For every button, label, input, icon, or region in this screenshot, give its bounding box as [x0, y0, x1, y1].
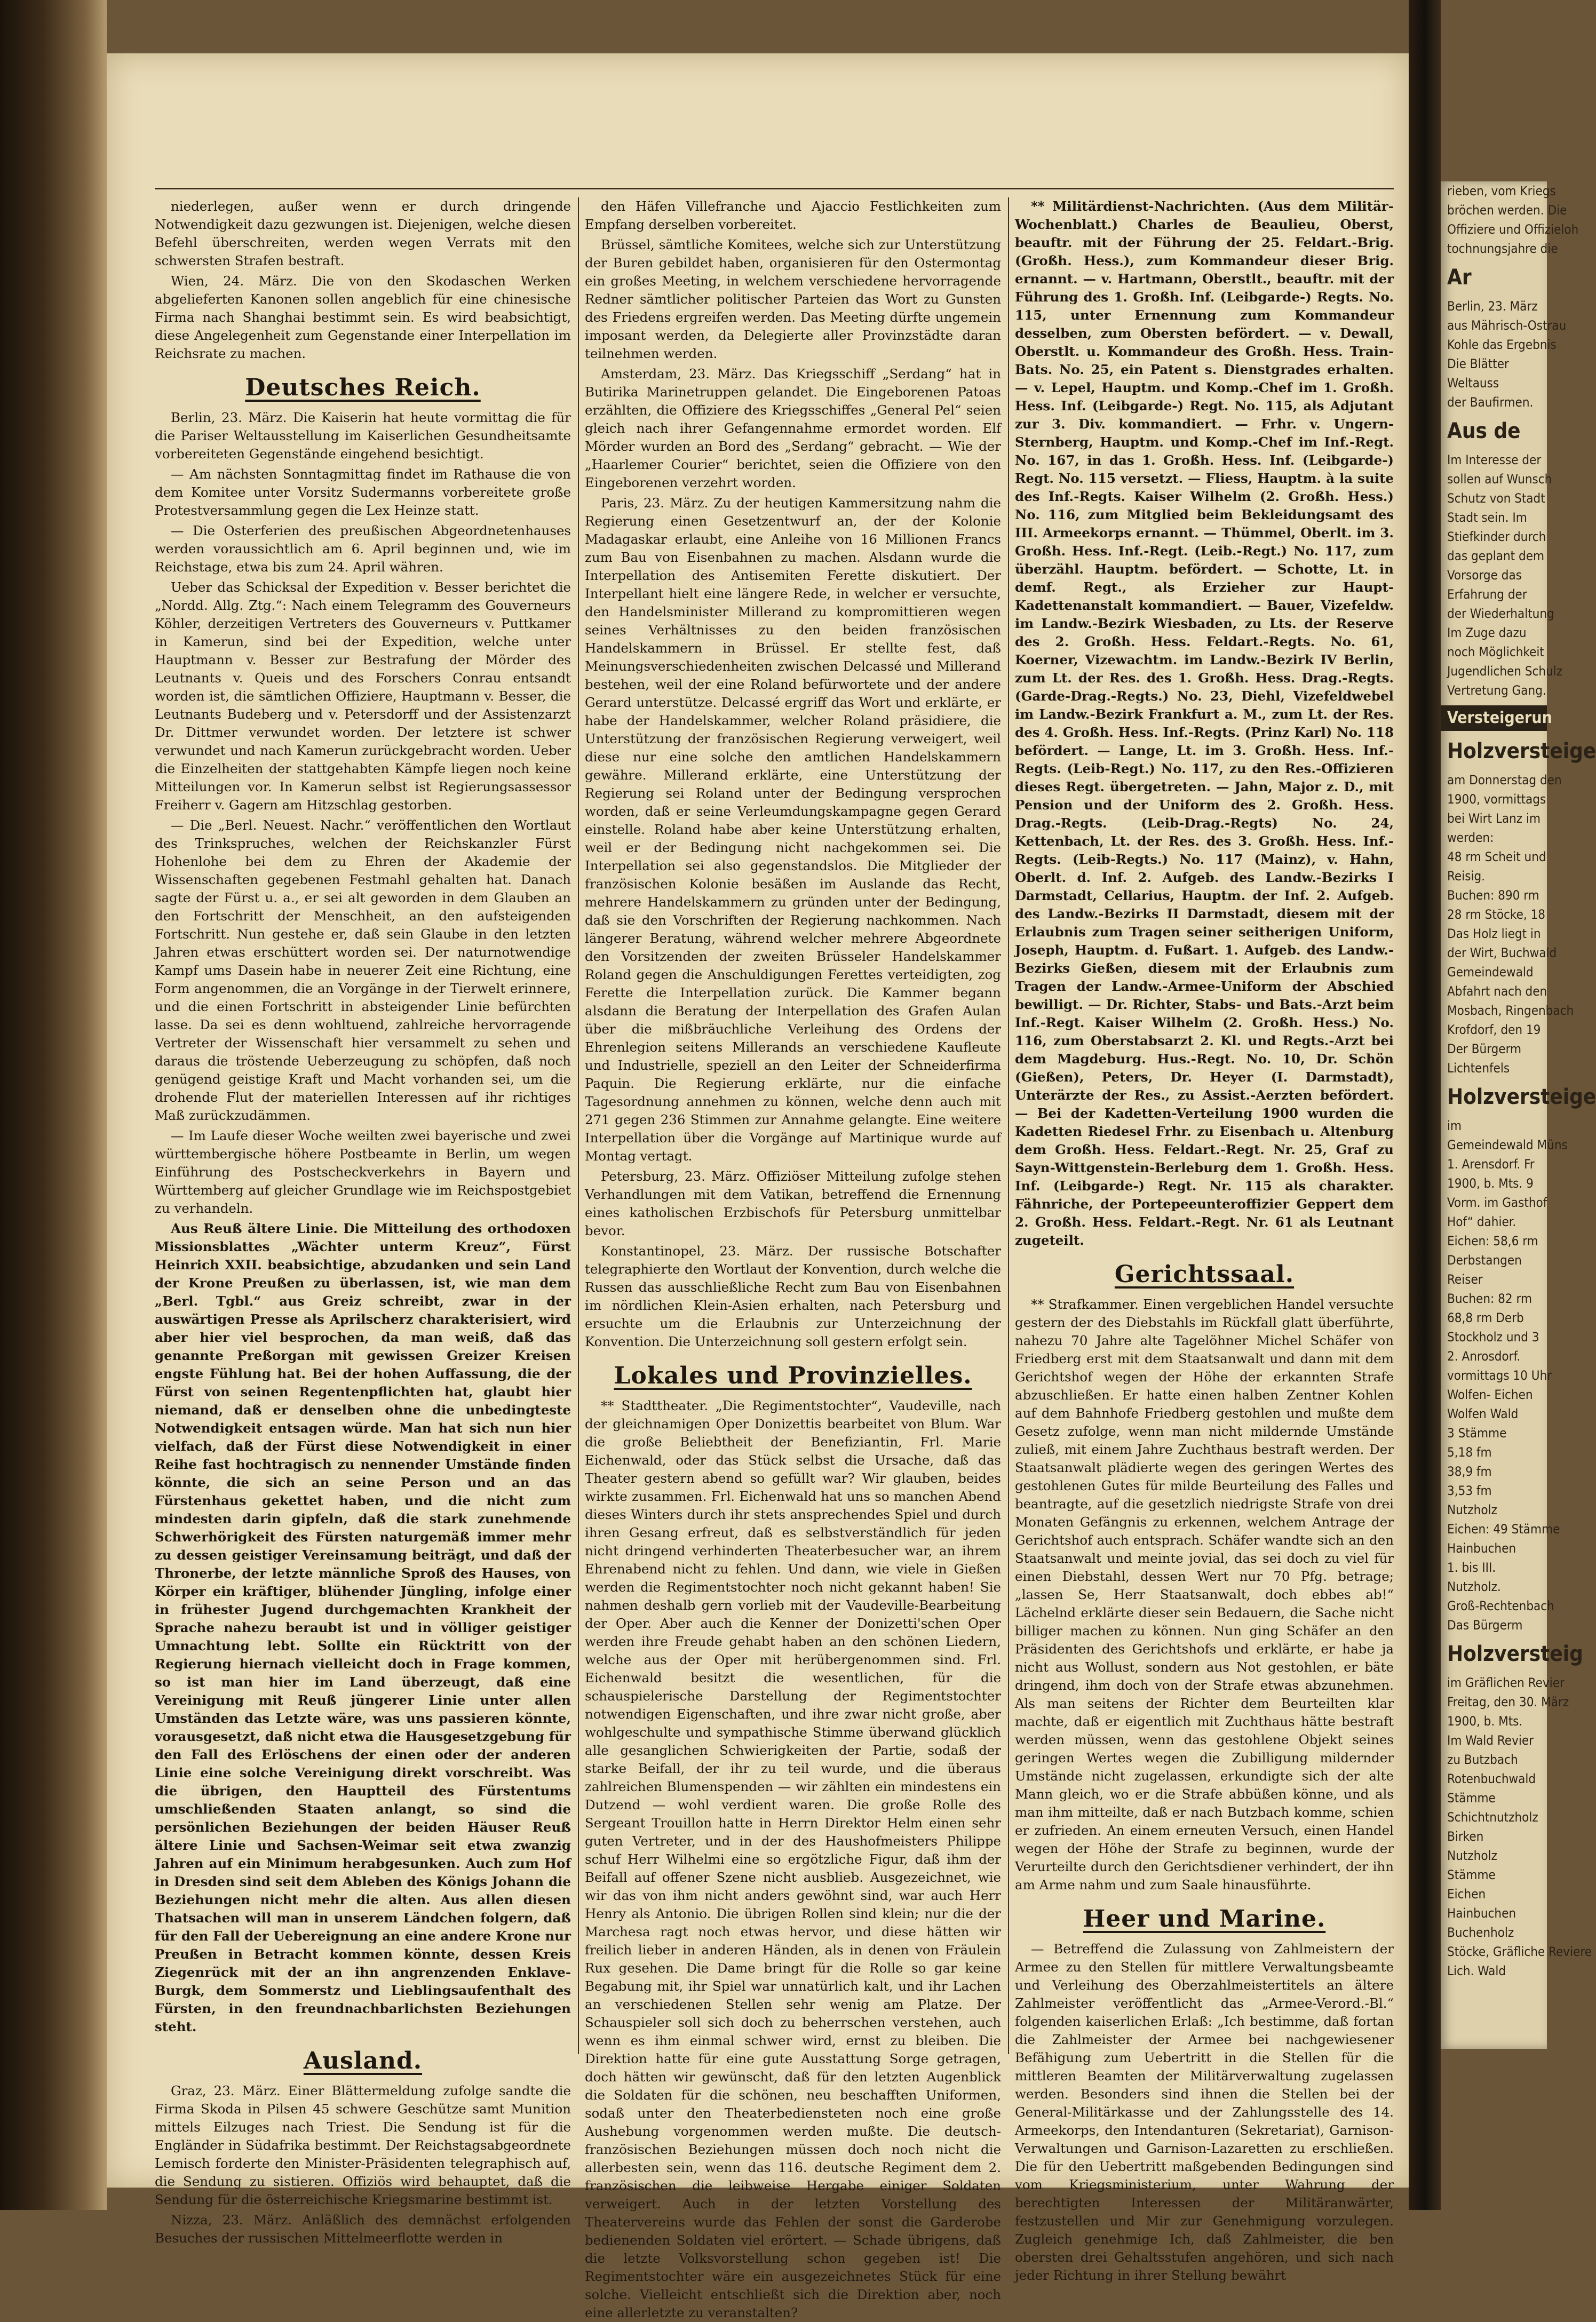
- np-line: Im Wald Revier: [1447, 1733, 1534, 1748]
- np-line: Buchenholz: [1447, 1925, 1514, 1940]
- column-2: [585, 197, 1001, 2320]
- np-line: Vorsorge das: [1447, 568, 1522, 583]
- np-line: 3 Stämme: [1447, 1426, 1507, 1441]
- np-line: Lichtenfels: [1447, 1061, 1510, 1076]
- np-line: Eichen: 49 Stämme: [1447, 1522, 1560, 1537]
- np-line: vormittags 10 Uhr: [1447, 1368, 1552, 1383]
- np-heading: Aus de: [1447, 419, 1521, 443]
- article-paragraph: ** Stadttheater. „Die Regimentstochter“, Vaudeville, nach der gleichnamigen Oper Donizettis bearbeitet von Blum. War die große Beliebtheit der Benefiziantin, Frl. Marie Eichenwald, oder das Stück selbst die Ursache, daß das Theater gestern abend so gefüllt war? Wir glauben, beides wirkte zusammen. Frl. Eichenwald hat uns so manchen Abend dieses Winters durch ihr stets ansprechendes Spiel und durch ihren Gesang erfreut, daß es selbstverständlich für jeden nicht dringend verhinderten Theaterbesucher war, an ihrem Ehrenabend nicht zu fehlen. Und dann, wie viele in Gießen werden die Regimentstochter noch nicht gekannt haben! Sie nahmen deshalb gern vorlieb mit der Vaudeville-Bearbeitung der Oper. Aber auch die Kenner der Donizetti'schen Oper werden ihre Freude gehabt haben an den schönen Liedern, welche aus der Oper mit herübergenommen sind. Frl. Eichenwald besitzt die wesentlichen, für die schauspielerische Darstellung der Regimentstochter notwendigen Eigenschaften, und ihre zwar nicht große, aber wohlgeschulte und sympathische Stimme überwand glücklich alle gesanglichen Schwierigkeiten der Partie, sodaß der starke Beifall, der ihr zu teil wurde, und die überaus zahlreichen Blumenspenden — wir zählten ein mindestens ein Dutzend — wohl verdient waren. Die große Rolle des Sergeant Trouillon hatte in Herrn Direktor Helm einen sehr guten Vertreter, und in der des Haushofmeisters Philippe schuf Herr Wilhelmi eine so ergötzliche Figur, daß ihm der Beifall auf offener Szene nicht ausblieb. Ausgezeichnet, wie wir das von ihm nicht anders gewöhnt sind, war auch Herr Henry als Antonio. Die übrigen Rollen sind klein; nur die der Marchesa ragt noch etwas hervor, und diese hätten wir freilich lieber in anderen Händen, als in denen von Fräulein Rux gesehen. Die Dame bringt für die Rolle so gar keine Begabung mit, ihr Spiel war unnatürlich kalt, und ihr Lachen an verschiedenen Stellen sehr wenig am Platze. Der Schauspieler soll sich doch zu beherrschen verstehen, auch wenn es ihm einmal schwer wird, ernst zu bleiben. Die Direktion hatte für eine gute Ausstattung Sorge getragen, doch hätten wir gewünscht, daß für den letzten Augenblick die Soldaten für die schönen, neu beschafften Uniformen, sodaß unter den Theaterbediensteten noch eine große Aushebung vorgenommen werden mußte. Die deutsch-französischen Beziehungen müssen doch noch nicht die allerbesten sein, wenn das 116. deutsche Regiment dem 2. französischen die leibweise Hergabe einiger Soldaten verweigert. Auch in der letzten Vorstellung des Theatervereins wurde das Fehlen der sonst die Garderobe bedienenden Soldaten viel erörtert. — Schade übrigens, daß die letzte Volksvorstellung schon gegeben ist! Die Regimentstochter wäre ein ausgezeichnetes Stück für eine solche. Vielleicht entschließt sich die Direktion aber, noch eine allerletzte zu veranstalten?: [585, 1398, 1001, 2320]
- np-line: bröchen werden. Die: [1447, 203, 1567, 218]
- np-line: Hainbuchen: [1447, 1541, 1516, 1556]
- column-rule: [1008, 197, 1009, 2054]
- np-line: Vorm. im Gasthof: [1447, 1195, 1547, 1210]
- np-line: 2. Anrosdorf.: [1447, 1349, 1521, 1364]
- np-line: der Wiederhaltung: [1447, 606, 1554, 621]
- np-line: der Baufirmen.: [1447, 395, 1534, 410]
- np-line: Im Zuge dazu: [1447, 625, 1527, 640]
- np-line: der Wirt, Buchwald: [1447, 945, 1557, 960]
- np-line: Schichtnutzholz: [1447, 1810, 1538, 1825]
- article-paragraph: ** Strafkammer. Einen vergeblichen Handel versuchte gestern der des Diebstahls im Rückfall glatt überführte, nahezu 70 Jahre alte Tagelöhner Michel Schäfer von Friedberg erst mit dem Staatsanwalt und dann mit dem Gerichtshof wegen der Höhe der erkannten Strafe abzuschließen. Er hatte einen halben Zentner Kohlen auf dem Bahnhofe Friedberg gestohlen und mußte dem Gesetz zufolge, wenn man nicht mildernde Umstände zuließ, mit einem Jahre Zuchthaus bestraft werden. Der Staatsanwalt plädierte wegen des geringen Wertes des gestohlenen Gutes für milde Beurteilung des Falles und beantragte, auf die gesetzlich niedrigste Strafe von drei Monaten Gefängnis zu erkennen, welchem Antrage der Gerichtshof auch entsprach. Schäfer wandte sich an den Staatsanwalt und meinte jovial, das sei doch zu viel für einen Diebstahl, dessen Wert nur 70 Pfg. betrage; „lassen Se, Herr Staatsanwalt, doch ebbes ab!“ Lächelnd erklärte dieser sein Bedauern, die Sache nicht billiger machen zu können. Nun ging Schäfer an den Präsidenten des Gerichtshofs und erklärte, er habe ja nicht aus Wollust, sondern aus Not gestohlen, er bäte dringend, ihm doch von der Strafe etwas abzunehmen. Als man seitens der Richter dem Beurteilten klar machte, daß er eigentlich mit Zuchthaus hätte bestraft werden müssen, wenn das gestohlene Objekt seines geringen Wertes wegen die Zubilligung mildernder Umstände nicht zugelassen, erkundigte sich der alte Mann gleich, wo er die Strafe abbüßen könne, und als man ihm mitteilte, daß er nach Butzbach komme, schien er zufrieden. An einem erneuten Versuch, einen Handel wegen der Höhe der Strafe zu beginnen, wurde der Verurteilte durch den Gerichtsdiener verhindert, der ihn am Arme nahm und zum Saale hinausführte.: [1015, 1297, 1394, 1892]
- column-1: [155, 197, 571, 2246]
- article-paragraph: Aus Reuß ältere Linie. Die Mitteilung des orthodoxen Missionsblattes „Wächter unterm Kreuz“, Fürst Heinrich XXII. beabsichtige, abzudanken und sein Land der Krone Preußen zu überlassen, ist, wie man dem „Berl. Tgbl.“ aus Greiz schreibt, zwar in der auswärtigen Presse als Aprilscherz charakterisiert, wird aber hier viel besprochen, da man weiß, daß das genannte Preßorgan mit gewissen Greizer Kreisen engste Fühlung hat. Bei der hohen Auffassung, die der Fürst von seinen Regentenpflichten hat, glaubt hier niemand, daß er denselben ohne die unbedingteste Notwendigkeit entsagen würde. Man hat sich nun hier vielfach, daß der Fürst diese Notwendigkeit in einer Reihe fast hochtragisch zu nennender Umstände finden könnte, die sich an seine Person und an das Fürstenhaus gekettet haben, und die nicht zum mindesten darin gipfeln, daß die stark zunehmende Schwerhörigkeit des Fürsten naturgemäß immer mehr zu dessen geistiger Vereinsamung beiträgt, und daß der Thronerbe, der letzte männliche Sproß des Hauses, von Körper ein kräftiger, blühender Jüngling, infolge einer in frühester Jugend durchgemachten Krankheit der Sprache nahezu beraubt ist und in völliger geistiger Umnachtung lebt. Sollte ein Rücktritt von der Regierung hiernach vielleicht doch in Frage kommen, so ist man hier im Land überzeugt, daß eine Vereinigung mit Reuß jüngerer Linie unter allen Umständen das Letzte wäre, was uns passieren könnte, vorausgesetzt, daß nicht etwa die Hausgesetzgebung für den Fall des Erlöschens der einen oder der anderen Linie eine solche Vereinigung direkt vorschreibt. Was die übrigen, den Hauptteil des Fürstentums umschließenden Staaten anlangt, so sind die persönlichen Beziehungen der beiden Häuser Reuß ältere Linie und Sachsen-Weimar seit etwa zwanzig Jahren auf ein Minimum herabgesunken. Auch zum Hof in Dresden sind seit dem Ableben des Königs Johann die Beziehungen nicht mehr die alten. Aus allen diesen Thatsachen will man in unserem Ländchen folgern, daß für den Fall der Uebereignung an eine andere Krone nur Preußen in Betracht kommen könnte, dessen Kreis Ziegenrück mit der an ihn angrenzenden Enklave-Burgk, dem Sommerstz und Lieblingsaufenthalt des Fürsten, in den freundnachbarlichsten Beziehungen steht.: [155, 1221, 571, 2034]
- np-line: Jugendlichen Schulz: [1447, 664, 1563, 679]
- np-line: rieben, vom Kriegs: [1447, 184, 1556, 198]
- np-line: Krofdorf, den 19: [1447, 1022, 1541, 1037]
- section-heading: Deutsches Reich.: [245, 374, 481, 401]
- article-paragraph: Petersburg, 23. März. Offiziöser Mitteilung zufolge stehen Verhandlungen mit dem Vatikan, betreffend die Ernennung eines katholischen Erzbischofs für Petersburg unmittelbar bevor.: [585, 1168, 1001, 1238]
- article-paragraph: Brüssel, sämtliche Komitees, welche sich zur Unterstützung der Buren gebildet haben, organisieren für den Ostermontag ein großes Meeting, in welchem verschiedene hervorragende Redner sämtlicher politischer Parteien das Wort zu Gunsten des Friedens ergreifen werden. Das Meeting dürfte ungemein imposant werden, da Delegierte aller Provinzstädte daran teilnehmen werden.: [585, 237, 1001, 361]
- top-rule: [155, 188, 1394, 189]
- np-line: Das Bürgerm: [1447, 1618, 1523, 1633]
- np-line: 3,53 fm: [1447, 1483, 1492, 1498]
- np-line: aus Mährisch-Ostrau: [1447, 318, 1567, 333]
- np-line: Weltauss: [1447, 376, 1499, 391]
- np-line: Eichen: [1447, 1887, 1486, 1902]
- adjacent-page-fragment: [1441, 181, 1596, 2049]
- article-paragraph: Ueber das Schicksal der Expedition v. Besser berichtet die „Nordd. Allg. Ztg.“: Nach einem Telegramm des Gouverneurs Köhler, derzeitigen Vertreters des Gouverneurs v. Puttkamer in Kamerun, sind bei der Expedition, welche unter Hauptmann v. Besser zur Bestrafung der Mörder des Leutnants v. Queis und des Forschers Conrau entsandt worden ist, die sämtlichen Offiziere, Hauptmann v. Besser, die Leutnants Budeberg und v. Petersdorff und der Assistenzarzt Dr. Dittmer verwundet worden. Der letztere ist schwer verwundet und nach Kamerun zurückgebracht worden. Ueber die Einzelheiten der stattgehabten Kämpfe liegen noch keine Mitteilungen vor. In Kamerun selbst ist Regierungsassessor Freiherr v. Gagern am Hitzschlag gestorben.: [155, 579, 571, 813]
- article-paragraph: — Im Laufe dieser Woche weilten zwei bayerische und zwei württembergische höhere Postbeamte in Berlin, um wegen Einführung des Postscheckverkehrs in Bayern und Württemberg auf gleicher Grundlage wie im Reichspostgebiet zu verhandeln.: [155, 1128, 571, 1216]
- np-line: Erfahrung der: [1447, 587, 1527, 602]
- np-line: Rotenbuchwald: [1447, 1771, 1536, 1786]
- column-3: [1015, 197, 1394, 2283]
- np-line: 38,9 fm: [1447, 1464, 1492, 1479]
- np-line: zu Butzbach: [1447, 1752, 1518, 1767]
- article-paragraph: — Am nächsten Sonntagmittag findet im Rathause die von dem Komitee unter Vorsitz Sudermanns vorbereitete große Protestversammlung gegen die Lex Heinze statt.: [155, 466, 571, 518]
- section-heading: Gerichtssaal.: [1114, 1261, 1295, 1288]
- article-paragraph: Paris, 23. März. Zu der heutigen Kammersitzung nahm die Regierung einen Gesetzentwurf an, der der Kolonie Madagaskar erlaubt, eine Anleihe von 16 Millionen Francs zum Bau von Eisenbahnen zu machen. Alsdann wurde die Interpellation des Antisemiten Ferette diskutiert. Der Interpellant hielt eine längere Rede, in welcher er versuchte, den Handelsminister Millerand zu kompromittieren wegen seines Verhältnisses zu den beiden französischen Handelskammern in Brüssel. Er stellte fest, daß Meinungsverschiedenheiten zwischen Delcassé und Millerand bestehen, weil der eine Roland befürwortete und der andere Gerard unterstütze. Delcassé ergriff das Wort und erklärte, er habe der Handelskammer, welcher Roland präsidiere, die Unterstützung der französischen Regierung verweigert, weil diese nur eine solche den amtlichen Handelskammern gewähre. Millerand erklärte, eine Unterstützung der Regierung sei Roland unter der Bedingung versprochen worden, daß er seine Verleumdungskampagne gegen Gerard einstelle. Roland habe aber keine Unterstützung erhalten, weil er der Bedingung nicht nachgekommen sei. Die Interpellation sei also gegenstandslos. Die Mitglieder der französischen Kolonie besäßen im Auslande das Recht, mehrere Handelskammern zu gründen unter der Bedingung, daß sie den Vorschriften der Regierung nachkommen. Nach längerer Beratung, während welcher mehrere Abgeordnete den Vorsitzenden der zweiten Brüsseler Handelskammer Roland gegen die Anschuldigungen Ferettes verteidigten, zog Ferette die Interpellation zurück. Die Kammer begann alsdann die Beratung der Interpellation des Grafen Aulan über die mißbräuchliche Verleihung des Ordens der Ehrenlegion seitens Millerands an verschiedene Kaufleute und Industrielle, speziell an den Leiter der Schneiderfirma Paquin. Die Regierung erklärte, nur die einfache Tagesordnung annehmen zu können, welche denn auch mit 271 gegen 236 Stimmen zur Annahme gelangte. Eine weitere Interpellation über die Vorgänge auf Martinique wurde auf Montag vertagt.: [585, 495, 1001, 1164]
- np-line: 48 rm Scheit und: [1447, 849, 1546, 864]
- np-line: noch Möglichkeit: [1447, 645, 1544, 659]
- np-line: Vertretung Gang.: [1447, 683, 1546, 698]
- article-paragraph: Graz, 23. März. Einer Blättermeldung zufolge sandte die Firma Skoda in Pilsen 45 schwere Geschütze samt Munition mittels Eilzuges nach Triest. Die Sendung ist für die Engländer in Südafrika bestimmt. Der Reichstagsabgeordnete Lemisch forderte den Minister-Präsidenten telegraphisch auf, die Sendung zu sistieren. Offiziös wird behauptet, daß die Sendung für die österreichische Kriegsmarine bestimmt ist.: [155, 2083, 571, 2207]
- book-binding-left: [0, 0, 107, 2210]
- np-line: 5,18 fm: [1447, 1445, 1492, 1460]
- np-line: im: [1447, 1118, 1462, 1133]
- np-line: Stadt sein. Im: [1447, 510, 1527, 525]
- np-heading: Ar: [1447, 265, 1472, 290]
- np-line: Lich. Wald: [1447, 1963, 1506, 1978]
- np-line: Stämme: [1447, 1867, 1496, 1882]
- article-paragraph: — Betreffend die Zulassung von Zahlmeistern der Armee zu den Stellen für mittlere Verwaltungsbeamte und Verleihung des Oberzahlmeistertitels an ältere Zahlmeister veröffentlicht das „Armee-Verord.-Bl.“ folgenden kaiserlichen Erlaß: „Ich bestimme, daß fortan die Zahlmeister der Armee bei nachgewiesener Befähigung zum Uebertritt in die Stellen für die mittleren Beamten der Militärverwaltung zugelassen werden. Besonders sind ihnen die Stellen bei der General-Militärkasse und der Zahlungsstelle des 14. Armeekorps, den Intendanturen (Sekretariat), Garnison-Verwaltungen und Garnison-Lazaretten zu erschließen. Die für den Uebertritt maßgebenden Bedingungen sind vom Kriegsministerium, unter Wahrung der berechtigten Interessen der Militäranwärter, festzustellen und Mir zur Genehmigung vorzulegen. Zugleich genehmige Ich, daß Zahlmeister, die ben obersten drei Gehaltsstufen angehören, und sich nach jeder Richtung in ihrer Stellung bewährt: [1015, 1941, 1394, 2283]
- np-line: Im Interesse der: [1447, 452, 1542, 467]
- np-line: Gemeindewald Müns: [1447, 1138, 1568, 1152]
- np-line: Buchen: 82 rm: [1447, 1291, 1532, 1306]
- article-paragraph: Wien, 24. März. Die von den Skodaschen Werken abgelieferten Kanonen sollen angeblich für eine chinesische Firma nach Shanghai bestimmt sein. Es wird beabsichtigt, diese Angelegenheit zum Gegenstande einer Interpellation im Reichsrate zu machen.: [155, 273, 571, 361]
- np-line: Mosbach, Ringenbach: [1447, 1003, 1574, 1018]
- np-line: 1. bis III.: [1447, 1560, 1496, 1575]
- np-line: Stiefkinder durch: [1447, 529, 1546, 544]
- np-heading: Holzversteige: [1447, 739, 1596, 764]
- np-line: Wolfen- Eichen: [1447, 1387, 1533, 1402]
- np-line: das geplant dem: [1447, 548, 1545, 563]
- np-line: Freitag, den 30. März: [1447, 1695, 1569, 1709]
- np-line: Eichen: 58,6 rm: [1447, 1234, 1538, 1249]
- article-paragraph: Amsterdam, 23. März. Das Kriegsschiff „Serdang“ hat in Butirika Marinetruppen gelandet. Die Eingeborenen Patoas erzählten, die Offiziere des Kriegsschiffes „General Pel“ seien gleich nach ihrer Gefangennahme ermordet worden. Elf Mörder wurden an Bord des „Serdang“ gebracht. — Wie der „Haarlemer Courier“ berichtet, seien die Offiziere von den Eingeborenen verzehrt worden.: [585, 366, 1001, 490]
- article-paragraph: ** Militärdienst-Nachrichten. (Aus dem Militär-Wochenblatt.) Charles de Beaulieu, Oberst, beauftr. mit der Führung der 25. Feldart.-Brig. (Großh. Hess.), zum Kommandeur dieser Brig. ernannt. — v. Hartmann, Oberstlt., beauftr. mit der Führung des 1. Großh. Inf. (Leibgarde-) Regts. No. 115, unter Ernennung zum Kommandeur desselben, zum Obersten befördert. — v. Dewall, Oberstlt. u. Kommandeur des Großh. Hess. Train-Bats. No. 25, ein Patent s. Dienstgrades erhalten. — v. Lepel, Hauptm. und Komp.-Chef im 1. Großh. Hess. Inf. (Leibgarde-) Regt. No. 115, als Adjutant zur 3. Div. kommandiert. — Frhr. v. Ungern-Sternberg, Hauptm. und Komp.-Chef im Inf.-Regt. No. 167, in das 1. Großh. Hess. Inf. (Leibgarde-) Regt. No. 115 versetzt. — Fliess, Hauptm. à la suite des Inf.-Regts. Kaiser Wilhelm (2. Großh. Hess.) No. 116, zum Mitglied beim Bekleidungsamt des III. Armeekorps ernannt. — Thümmel, Oberlt. im 3. Großh. Hess. Inf.-Regt. (Leib.-Regt.) No. 117, zum überzähl. Hauptm. befördert. — Schotte, Lt. in demf. Regt., als Erzieher zur Haupt-Kadettenanstalt kommandiert. — Bauer, Vizefeldw. im Landw.-Bezirk Wiesbaden, zu Lts. der Reserve des 2. Großh. Hess. Feldart.-Regts. No. 61, Koerner, Vizewachtm. im Landw.-Bezirk IV Berlin, zum Lt. der Res. des 1. Großh. Hess. Drag.-Regts. (Garde-Drag.-Regts.) No. 23, Diehl, Vizefeldwebel im Landw.-Bezirk Frankfurt a. M., zum Lt. der Res. des 4. Großh. Hess. Inf.-Regts. (Prinz Karl) No. 118 befördert. — Lange, Lt. im 3. Großh. Hess. Inf.-Regts. (Leib-Regt.) No. 117, zu den Res.-Offizieren dieses Regt. übergetreten. — Jahn, Major z. D., mit Pension und der Uniform des 2. Großh. Hess. Drag.-Regts. (Leib-Drag.-Regts) No. 24, Kettenbach, Lt. der Res. des 3. Großh. Hess. Inf.-Regts. (Leib-Regts.) No. 117 (Mainz), v. Hahn, Oberlt. d. Inf. 2. Aufgeb. des Landw.-Bezirks I Darmstadt, Cellarius, Hauptm. der Inf. 2. Aufgeb. des Landw.-Bezirks II Darmstadt, diesem mit der Erlaubnis zum Tragen seiner seitherigen Uniform, Joseph, Hauptm. d. Fußart. 1. Aufgeb. des Landw.-Bezirks Gießen, diesem mit der Erlaubnis zum Tragen der Landw.-Armee-Uniform der Abschied bewilligt. — Dr. Richter, Stabs- und Bats.-Arzt beim Inf.-Regt. Kaiser Wilhelm (2. Großh. Hess.) No. 116, zum Oberstabsarzt 2. Kl. und Regts.-Arzt bei dem Magdeburg. Hus.-Regt. No. 10, Dr. Schön (Gießen), Peters, Dr. Heyer (I. Darmstadt), Unterärzte der Res., zu Assist.-Aerzten befördert. — Bei der Kadetten-Verteilung 1900 wurden die Kadetten Riedesel Frhr. zu Eisenbach u. Altenburg dem Großh. Hess. Feldart.-Regt. Nr. 25, Graf zu Sayn-Wittgenstein-Berleburg dem 1. Großh. Hess. Inf. (Leibgarde-) Regt. Nr. 115 als charakter. Fähnriche, der Portepeeunteroffizier Geppert dem 2. Großh. Hess. Feldart.-Regt. Nr. 61 als Leutnant zugeteilt.: [1015, 198, 1394, 1248]
- np-line: tochnungsjahre die: [1447, 241, 1558, 256]
- article-paragraph: den Häfen Villefranche und Ajaccio Festlichkeiten zum Empfang derselben vorbereitet.: [585, 198, 1001, 232]
- np-line: Nutzholz: [1447, 1502, 1497, 1517]
- article-paragraph: — Die Osterferien des preußischen Abgeordnetenhauses werden voraussichtlich am 6. April beginnen und, wie im Reichstage, etwa bis zum 24. April währen.: [155, 523, 571, 575]
- np-line: 28 rm Stöcke, 18: [1447, 907, 1546, 922]
- column-rule: [578, 197, 579, 2054]
- section-heading: Ausland.: [303, 2047, 423, 2074]
- np-line: Berlin, 23. März: [1447, 299, 1538, 314]
- np-line: Der Bürgerm: [1447, 1041, 1522, 1056]
- np-line: Die Blätter: [1447, 356, 1509, 371]
- article-paragraph: Berlin, 23. März. Die Kaiserin hat heute vormittag die für die Pariser Weltausstellung im Kaiserlichen Gesundheitsamte vorbereiteten Gegenstände eingehend besichtigt.: [155, 410, 571, 462]
- np-line: Reiser: [1447, 1272, 1483, 1287]
- np-line: Derbstangen: [1447, 1253, 1522, 1268]
- article-paragraph: — Die „Berl. Neuest. Nachr.“ veröffentlichen den Wortlaut des Trinkspruches, welchen der Reichskanzler Fürst Hohenlohe bei dem zu Ehren der Akademie der Wissenschaften gegebenen Festmahl gehalten hat. Danach sagte der Fürst u. a., er sei alt geworden in dem Glauben an den Fortschritt der Menschheit, an den aufsteigenden Fortschritt. Nun gestehe er, daß sein Glaube in den letzten Jahren etwas erschüttert worden sei. Der naturnotwendige Kampf ums Dasein habe in neuerer Zeit eine Richtung, eine Form angenommen, die an Vorgänge in der Tierwelt erinnere, und die einen Fortschritt in absteigender Linie befürchten lasse. Da sei es denn wohltuend, zahlreiche hervorragende Vertreter der Wissenschaft hier versammelt zu sehen und daraus die tröstende Ueberzeugung zu schöpfen, daß noch genügend geistige Kraft und Macht vorhanden sei, um die drohende Flut der materiellen Interessen auf ihr richtiges Maß zurückzudämmen.: [155, 817, 571, 1123]
- np-heading: Holzversteige: [1447, 1085, 1596, 1109]
- np-line: Birken: [1447, 1829, 1484, 1844]
- np-line: Groß-Rechtenbach: [1447, 1599, 1554, 1613]
- np-line: Kohle das Ergebnis: [1447, 337, 1557, 352]
- np-line: Schutz von Stadt: [1447, 491, 1545, 506]
- np-line: Stämme: [1447, 1791, 1496, 1806]
- article-paragraph: Konstantinopel, 23. März. Der russische Botschafter telegraphierte den Wortlaut der Konvention, durch welche die Russen das ausschließliche Recht zum Bau von Eisenbahnen im nördlichen Klein-Asien erhalten, nach Petersburg und ersuchte um die Erlaubnis zur Unterzeichnung der Konvention. Die Unterzeichnung soll gestern erfolgt sein.: [585, 1243, 1001, 1349]
- np-line: Hainbuchen: [1447, 1906, 1516, 1921]
- np-line: Stöcke, Gräfliche Reviere: [1447, 1944, 1592, 1959]
- np-line: Buchen: 890 rm: [1447, 888, 1539, 903]
- book-gutter: [1409, 0, 1441, 2210]
- np-line: im Gräflichen Revier: [1447, 1675, 1565, 1690]
- np-line: Nutzholz: [1447, 1848, 1497, 1863]
- np-line: Hof“ dahier.: [1447, 1214, 1516, 1229]
- np-line: 68,8 rm Derb: [1447, 1310, 1524, 1325]
- np-line: 1. Arensdorf. Fr: [1447, 1157, 1535, 1172]
- np-line: sollen auf Wunsch: [1447, 472, 1552, 487]
- np-line: werden:: [1447, 830, 1494, 845]
- np-line: 1900, vormittags: [1447, 792, 1546, 807]
- np-heading: Holzversteig: [1447, 1642, 1583, 1666]
- np-line: Reisig.: [1447, 869, 1486, 884]
- np-line: 1900, b. Mts. 9: [1447, 1176, 1534, 1191]
- np-section-bar: Versteigerun: [1441, 705, 1547, 731]
- np-line: Das Holz liegt in: [1447, 926, 1541, 941]
- article-paragraph: niederlegen, außer wenn er durch dringende Notwendigkeit dazu gezwungen ist. Diejenigen, welche diesen Befehl überschreiten, werden wegen Verrats mit den schwersten Strafen bestraft.: [155, 198, 571, 268]
- np-line: Gemeindewald: [1447, 965, 1534, 980]
- article-paragraph: Nizza, 23. März. Anläßlich des demnächst erfolgenden Besuches der russischen Mittelmeerflotte werden in: [155, 2212, 571, 2246]
- section-heading: Lokales und Provinzielles.: [614, 1362, 972, 1389]
- np-line: bei Wirt Lanz im: [1447, 811, 1541, 826]
- np-line: 1900, b. Mts.: [1447, 1714, 1523, 1729]
- section-heading: Heer und Marine.: [1083, 1905, 1326, 1933]
- np-line: Stockholz und 3: [1447, 1330, 1539, 1345]
- np-line: Wolfen Wald: [1447, 1406, 1519, 1421]
- np-line: am Donnerstag den: [1447, 773, 1562, 788]
- np-line: Offiziere und Offizieloh: [1447, 222, 1579, 237]
- np-line: Abfahrt nach den: [1447, 984, 1547, 999]
- np-line: Nutzholz.: [1447, 1579, 1501, 1594]
